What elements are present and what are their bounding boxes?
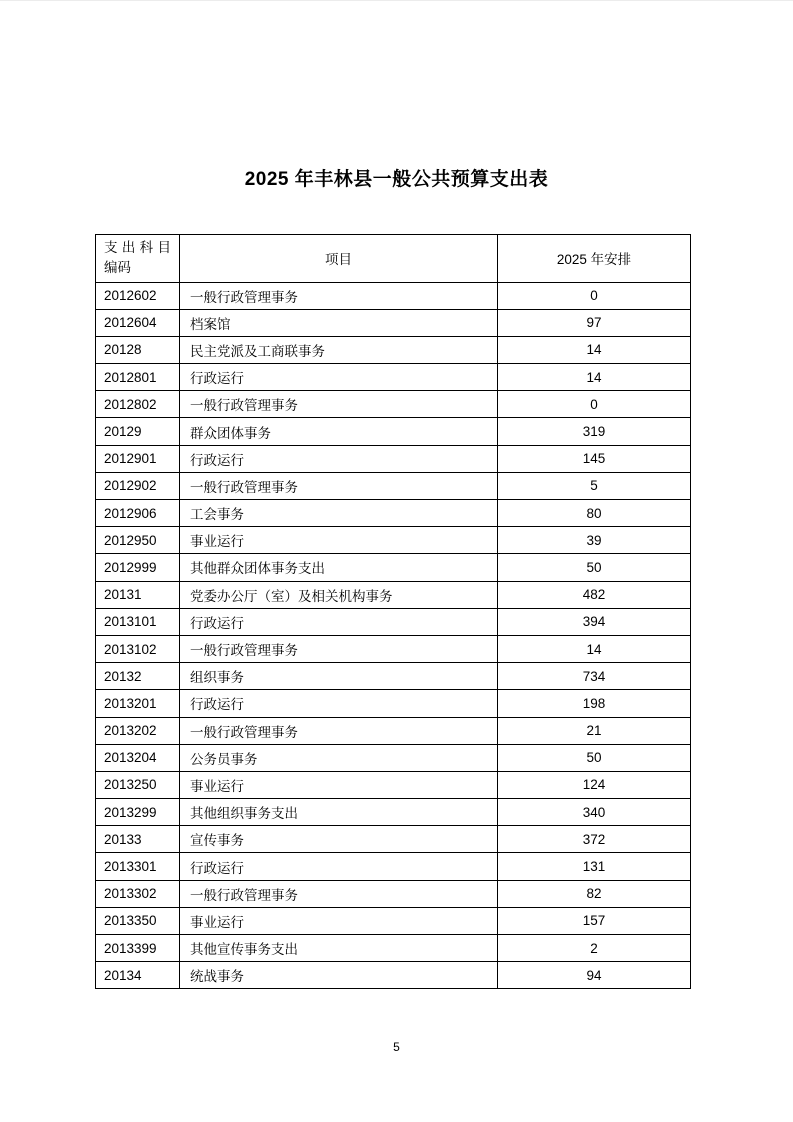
- cell-amount: 734: [498, 663, 691, 690]
- cell-amount: 94: [498, 962, 691, 989]
- cell-amount: 80: [498, 500, 691, 527]
- cell-amount: 124: [498, 771, 691, 798]
- table-row: [96, 717, 691, 744]
- cell-item: 一般行政管理事务: [180, 717, 498, 744]
- table-row: [96, 336, 691, 363]
- cell-item: 事业运行: [180, 527, 498, 554]
- cell-amount: 482: [498, 581, 691, 608]
- cell-expenditure-code: 2013299: [96, 799, 180, 826]
- cell-item: 其他宣传事务支出: [180, 935, 498, 962]
- header-item: 项目: [180, 235, 498, 283]
- table-row: [96, 907, 691, 934]
- cell-expenditure-code: 2012906: [96, 500, 180, 527]
- cell-expenditure-code: 20134: [96, 962, 180, 989]
- cell-expenditure-code: 20129: [96, 418, 180, 445]
- table-row: [96, 581, 691, 608]
- cell-item: 行政运行: [180, 445, 498, 472]
- cell-amount: 198: [498, 690, 691, 717]
- cell-expenditure-code: 2012902: [96, 472, 180, 499]
- cell-amount: 14: [498, 336, 691, 363]
- cell-item: 一般行政管理事务: [180, 282, 498, 309]
- table-row: [96, 309, 691, 336]
- cell-item: 党委办公厅（室）及相关机构事务: [180, 581, 498, 608]
- cell-expenditure-code: 2013204: [96, 744, 180, 771]
- cell-expenditure-code: 2012999: [96, 554, 180, 581]
- cell-item: 一般行政管理事务: [180, 472, 498, 499]
- cell-amount: 97: [498, 309, 691, 336]
- cell-expenditure-code: 2012602: [96, 282, 180, 309]
- cell-expenditure-code: 2013399: [96, 935, 180, 962]
- cell-expenditure-code: 2012950: [96, 527, 180, 554]
- table-body: [96, 282, 691, 989]
- table-row: [96, 962, 691, 989]
- table-row: [96, 445, 691, 472]
- cell-amount: 14: [498, 364, 691, 391]
- cell-item: 事业运行: [180, 771, 498, 798]
- cell-item: 群众团体事务: [180, 418, 498, 445]
- cell-item: 其他群众团体事务支出: [180, 554, 498, 581]
- table-row: [96, 744, 691, 771]
- cell-expenditure-code: 20128: [96, 336, 180, 363]
- table-row: [96, 853, 691, 880]
- cell-item: 事业运行: [180, 907, 498, 934]
- cell-expenditure-code: 2013250: [96, 771, 180, 798]
- cell-item: 档案馆: [180, 309, 498, 336]
- table-row: [96, 663, 691, 690]
- table-row: [96, 500, 691, 527]
- table-row: [96, 635, 691, 662]
- cell-amount: 5: [498, 472, 691, 499]
- cell-item: 一般行政管理事务: [180, 635, 498, 662]
- cell-amount: 319: [498, 418, 691, 445]
- page-title: 2025 年丰林县一般公共预算支出表: [244, 169, 549, 190]
- cell-amount: 14: [498, 635, 691, 662]
- table-row: [96, 880, 691, 907]
- page-top-edge: [0, 0, 793, 1]
- cell-expenditure-code: 2013201: [96, 690, 180, 717]
- table-row: [96, 282, 691, 309]
- header-expenditure-code: 支出科目编码: [96, 235, 180, 283]
- table-row: [96, 690, 691, 717]
- cell-expenditure-code: 20132: [96, 663, 180, 690]
- cell-item: 一般行政管理事务: [180, 880, 498, 907]
- cell-expenditure-code: 2013101: [96, 608, 180, 635]
- table-row: [96, 472, 691, 499]
- table-header-row: [96, 235, 691, 283]
- cell-expenditure-code: 2013350: [96, 907, 180, 934]
- cell-item: 行政运行: [180, 608, 498, 635]
- cell-item: 民主党派及工商联事务: [180, 336, 498, 363]
- cell-item: 组织事务: [180, 663, 498, 690]
- cell-expenditure-code: 20131: [96, 581, 180, 608]
- header-2025-arrangement: 2025 年安排: [498, 235, 691, 283]
- table-row: [96, 418, 691, 445]
- cell-amount: 157: [498, 907, 691, 934]
- table-row: [96, 364, 691, 391]
- cell-expenditure-code: 2012901: [96, 445, 180, 472]
- table-row: [96, 799, 691, 826]
- cell-amount: 394: [498, 608, 691, 635]
- budget-table: [95, 234, 691, 989]
- cell-amount: 131: [498, 853, 691, 880]
- cell-item: 公务员事务: [180, 744, 498, 771]
- cell-amount: 82: [498, 880, 691, 907]
- cell-expenditure-code: 2012802: [96, 391, 180, 418]
- page-number: 5: [393, 1040, 400, 1054]
- cell-amount: 21: [498, 717, 691, 744]
- cell-amount: 145: [498, 445, 691, 472]
- cell-item: 一般行政管理事务: [180, 391, 498, 418]
- cell-item: 其他组织事务支出: [180, 799, 498, 826]
- cell-expenditure-code: 2012801: [96, 364, 180, 391]
- cell-expenditure-code: 20133: [96, 826, 180, 853]
- cell-expenditure-code: 2013202: [96, 717, 180, 744]
- cell-expenditure-code: 2013301: [96, 853, 180, 880]
- table-row: [96, 826, 691, 853]
- cell-expenditure-code: 2012604: [96, 309, 180, 336]
- cell-amount: 0: [498, 282, 691, 309]
- cell-amount: 372: [498, 826, 691, 853]
- table-row: [96, 554, 691, 581]
- cell-expenditure-code: 2013102: [96, 635, 180, 662]
- cell-item: 宣传事务: [180, 826, 498, 853]
- table-row: [96, 935, 691, 962]
- table-row: [96, 391, 691, 418]
- table-row: [96, 608, 691, 635]
- cell-amount: 39: [498, 527, 691, 554]
- cell-amount: 50: [498, 744, 691, 771]
- table-row: [96, 771, 691, 798]
- cell-item: 统战事务: [180, 962, 498, 989]
- cell-item: 行政运行: [180, 364, 498, 391]
- cell-amount: 2: [498, 935, 691, 962]
- table-header: [96, 235, 691, 283]
- cell-amount: 50: [498, 554, 691, 581]
- cell-amount: 340: [498, 799, 691, 826]
- cell-item: 工会事务: [180, 500, 498, 527]
- cell-item: 行政运行: [180, 690, 498, 717]
- cell-amount: 0: [498, 391, 691, 418]
- cell-expenditure-code: 2013302: [96, 880, 180, 907]
- table-row: [96, 527, 691, 554]
- cell-item: 行政运行: [180, 853, 498, 880]
